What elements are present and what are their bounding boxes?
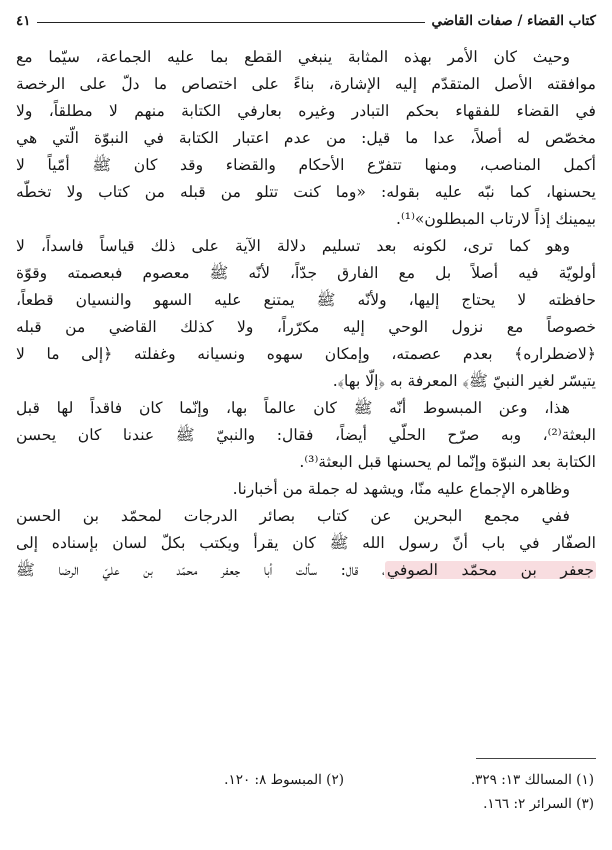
footnotes [16,768,594,816]
text-line: ﴿لاضطراره﴾ بعدم عصمته، وإمكان سهوه ونسيانه وغفلته ﴿إلى ما لا [16,345,596,363]
page-header [16,10,596,32]
footnote-2: (٢) المبسوط ٨: ١٢٠. [224,772,344,788]
footnote-1: (١) المسالك ١٣: ٣٢٩. [470,772,594,788]
text-line: البعثة⁽²⁾، وبه صرّح الحلّي أيضاً، فقال: والنبيّ ﷺ عندنا كان يحسن [16,426,596,444]
header-rule [37,22,426,23]
main-text [16,44,596,584]
text-line: خصوصاً مع نزول الوحي إليه مكرّراً، ولا كذلك القاضي من قبله [16,318,596,336]
footnote-rule [476,758,596,759]
text-line: مخصّص له أصلاً، عدا ما قيل: من عدم اعتبار الكتابة في النبوّة الّتي هي [16,129,596,147]
footnote-3: (٣) السرائر ٢: ١٦٦. [483,796,594,812]
text-line: يحسنها، كما نبّه عليه بقوله: «وما كنت تتلو من قبله من كتاب ولا تخطّه [16,183,596,201]
text-line: وظاهره الإجماع عليه منّا، ويشهد له جملة من أخبارنا. [232,480,570,498]
text-line: هذا، وعن المبسوط أنّه ﷺ كان عالماً بها، وإنّما كان فاقداً لها قبل [16,399,570,417]
text-line: الكتابة بعد النبوّة وإنّما لم يحسنها قبل البعثة⁽³⁾. [299,453,596,471]
text-line: أكمل المناصب، ومنها تتفرّع الأحكام والقضاء وقد كان ﷺ أمّياً لا [16,156,596,174]
text-line: وحيث كان الأمر بهذه المثابة ينبغي القطع بما عليه الجماعة، سيّما مع [16,48,570,66]
page-number: ٤١ [16,13,31,29]
text-line: بيمينك إذاً لارتاب المبطلون»⁽¹⁾. [396,210,596,228]
footnote-row [16,768,594,792]
running-title: كتاب القضاء / صفات القاضي [431,13,596,29]
text-line: وهو كما ترى، لكونه بعد تسليم دلالة الآية على ذلك قياساً فاسداً، لا [16,237,570,255]
text-line: الصفّار في باب أنّ رسول الله ﷺ كان يقرأ ويكتب بكلّ لسان بإسناده إلى [16,534,596,552]
text-line: ففي مجمع البحرين عن كتاب بصائر الدرجات لمحمّد بن الحسن [16,507,570,525]
text-line-rest: ، قال: سألت أبا جعفر محمّد بن عليّ الرضا ﷺ [16,561,385,579]
text-line-highlighted [16,557,596,584]
text-line: موافقته الأصل المتقدّم إليه الإشارة، بناءً على اختصاص ما دلّ على الرخصة [16,75,596,93]
text-line: حافظته لا يحتاج إليها، ولأنّه ﷺ يمتنع عليه السهو والنسيان قطعاً، [16,291,596,309]
text-line: في القضاء للفقهاء بحكم التبادر وغيره بعارفي الكتابة منهم لا مطلقاً، ولا [16,102,596,120]
footnote-row [16,792,594,816]
highlighted-phrase: جعفر بن محمّد الصوفي [386,561,594,579]
text-line: يتيسّر لغير النبيّ ﷺ﴾ المعرفة به ﴿إلّا بها﴾. [332,372,596,390]
text-line: أولويّة فيه أصلاً بل مع الفارق جدّاً، لأنّه ﷺ معصوم فبعصمته وقوّة [16,264,596,282]
